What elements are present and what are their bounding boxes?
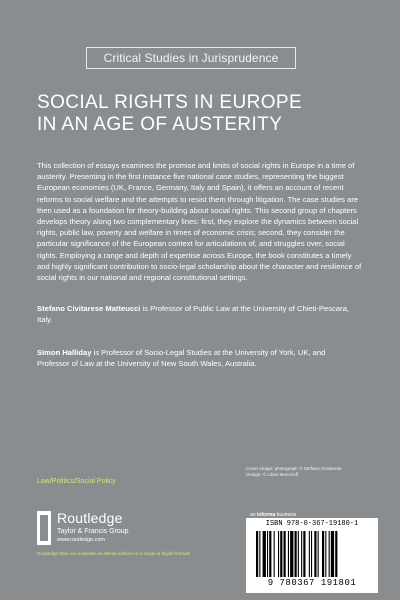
barcode-number: 9 780367 191801: [267, 578, 357, 588]
barcode-icon: [256, 531, 368, 577]
book-title-line-1: SOCIAL RIGHTS IN EUROPE: [37, 92, 303, 113]
cover-image-credit: Cover image: photograph © Stefano Civitarese: [246, 466, 342, 471]
isbn-label: ISBN 978-0-367-19180-1: [265, 520, 359, 528]
cover-credits: [246, 466, 376, 478]
informa-suffix: business: [275, 512, 297, 518]
author-bio-text-1: is Professor of Public Law at the University of Chieti-Pescara, Italy.: [37, 304, 349, 325]
series-title: Critical Studies in Jurisprudence: [86, 47, 296, 69]
book-title: [37, 92, 367, 136]
ebook-note: Routledge titles are available as eBook editions in a range of digital formats: [37, 551, 191, 556]
routledge-logo-icon: [37, 511, 51, 545]
author-bio-1: [37, 303, 357, 325]
publisher-logo: [37, 509, 177, 549]
design-credit: Design: © Lilian Moncrieff: [246, 472, 299, 477]
author-bio-text-2: is Professor of Socio-Legal Studies at the University of York, UK, and Professor of Law at the University of New South Wales, Australia.: [37, 348, 326, 369]
publisher-name: Routledge: [57, 510, 123, 526]
publisher-group: Taylor & Francis Group: [57, 528, 129, 535]
author-bio-2: [37, 347, 357, 369]
book-title-line-2: IN AN AGE OF AUSTERITY: [37, 114, 283, 135]
author-name-1: Stefano Civitarese Matteucci: [37, 304, 141, 313]
subject-category: Law/Politics/Social Policy: [37, 478, 116, 485]
book-description: This collection of essays examines the promise and limits of social rights in Europe in a time of austerity. Presenting in the first instance five national case studies, representing the biggest European economies (UK, France, Germany, Italy and Spain), it offers an account of recent reforms to social welfare and the attempts to resist them through litigation. The case studies are then used as a foundation for theory-building about social rights. This second group of chapters develops theory along two complementary lines: first, they explore the dynamics between social rights, public law, poverty and welfare in times of economic crisis; second, they consider the particular significance of the European context for articulations of, and struggles over, social rights. Employing a range and depth of expertise across Europe, the book constitutes a timely and highly significant contribution to socio-legal scholarship about the character and resilience of social rights in our national and regional constitutional settings.: [37, 161, 362, 283]
barcode-panel: [246, 518, 378, 593]
author-name-2: Simon Halliday: [37, 348, 92, 357]
informa-prefix: an: [250, 512, 257, 518]
publisher-url: www.routledge.com: [57, 537, 105, 543]
informa-brand: informa: [256, 512, 276, 518]
